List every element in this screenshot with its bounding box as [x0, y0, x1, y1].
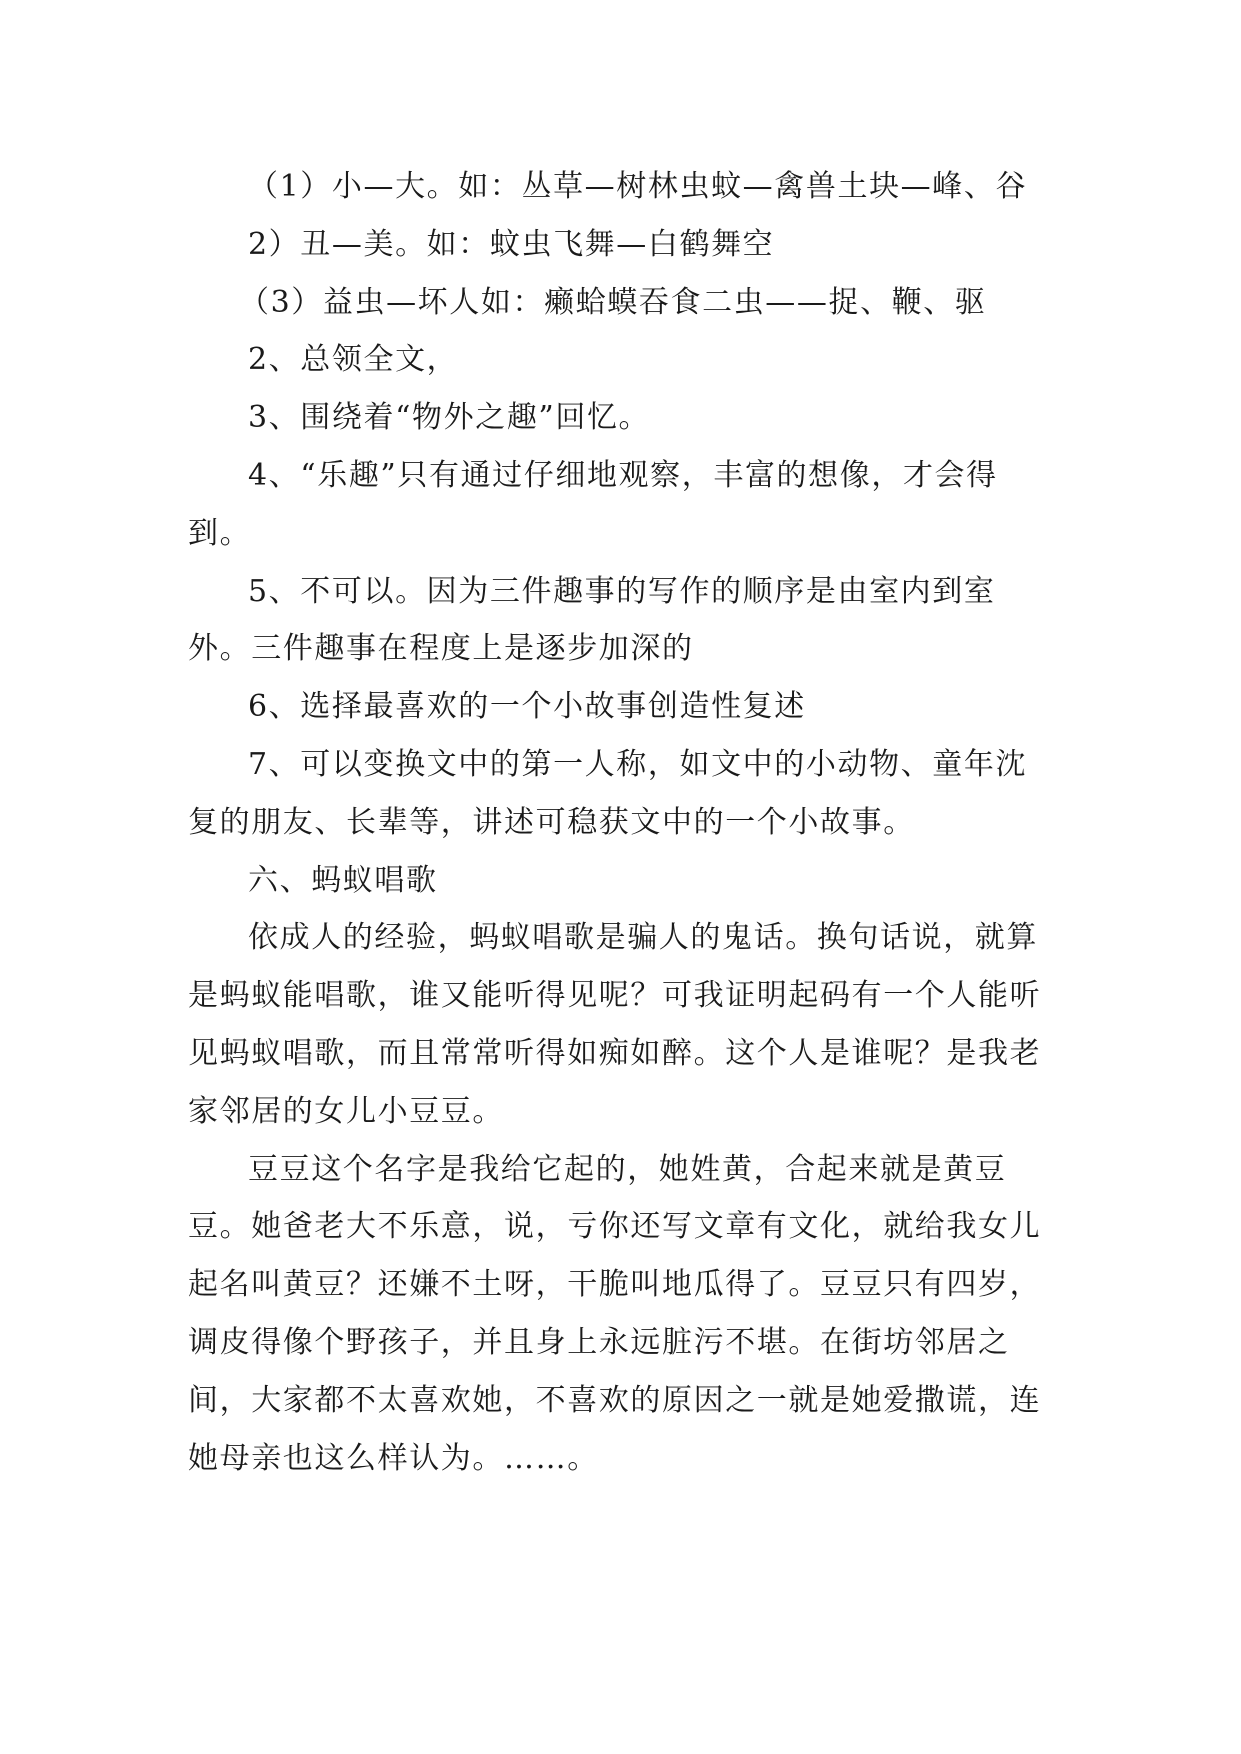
paragraph-story-doudou: 豆豆这个名字是我给它起的，她姓黄，合起来就是黄豆豆。她爸老大不乐意，说，亏你还写文章有文化，就给我女儿起名叫黄豆？还嫌不土呀，干脆叫地瓜得了。豆豆只有四岁，调皮得像个野孩子，并且身上永远脏污不堪。在街坊邻居之间，大家都不太喜欢她，不喜欢的原因之一就是她爱撒谎，连她母亲也这么样认为。……。 [188, 1151, 1042, 1476]
paragraph-answer-4: 4、“乐趣”只有通过仔细地观察，丰富的想像，才会得到。 [188, 457, 998, 551]
paragraph-answer-2: 2、总领全文， [248, 342, 459, 378]
paragraph-answer-6: 6、选择最喜欢的一个小故事创造性复述 [248, 689, 806, 725]
paragraph-story-intro: 依成人的经验，蚂蚁唱歌是骗人的鬼话。换句话说，就算是蚂蚁能唱歌，谁又能听得见呢？可我证明起码有一个人能听见蚂蚁唱歌，而且常常听得如痴如醉。这个人是谁呢？是我老家邻居的女儿小豆豆。 [188, 920, 1042, 1129]
paragraph-contrast-good-bad: （3）益虫—坏人如：癞蛤蟆吞食二虫——捉、鞭、驱 [239, 284, 987, 320]
paragraph-contrast-ugly-beautiful: 2）丑—美。如：蚊虫飞舞—白鹤舞空 [248, 226, 775, 262]
paragraph-answer-3: 3、围绕着“物外之趣”回忆。 [248, 400, 651, 436]
paragraph-answer-5: 5、不可以。因为三件趣事的写作的顺序是由室内到室外。三件趣事在程度上是逐步加深的 [188, 573, 996, 667]
paragraph-answer-7: 7、可以变换文中的第一人称，如文中的小动物、童年沈复的朋友、长辈等，讲述可稳获文中的一个小故事。 [188, 746, 1028, 840]
paragraph-contrast-small-big: （1）小—大。如：丛草—树林虫蚊—禽兽土块—峰、谷 [248, 169, 1028, 204]
section-heading: 六、蚂蚁唱歌 [248, 862, 438, 898]
document-body [188, 158, 1054, 1487]
